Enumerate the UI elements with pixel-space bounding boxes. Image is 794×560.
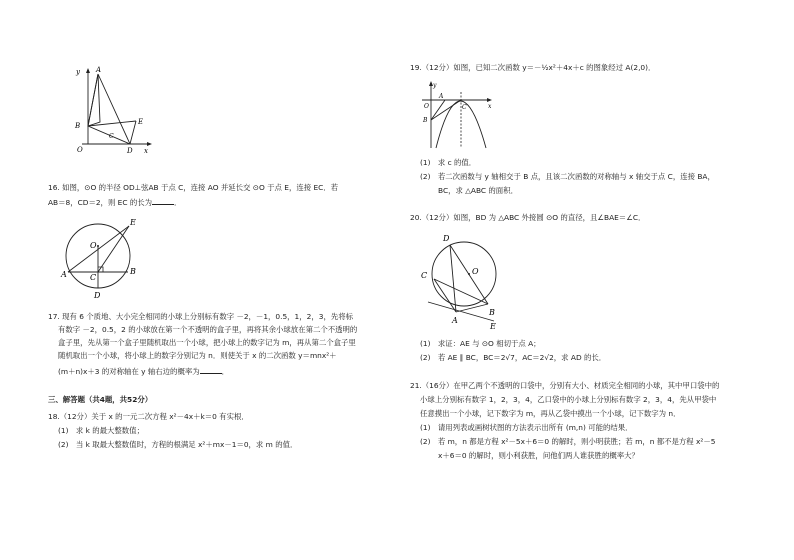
fig19-label-x: x [488,103,492,110]
q16-line2: AB＝8，CD＝2，则 EC 的长为 [48,198,153,207]
parabola-figure-19 [414,78,496,150]
q18-line1: 18.（12分）关于 x 的一元二次方程 x²－4x＋k＝0 有实根． [48,412,249,421]
fig16-label-C: C [90,273,97,282]
fig-top-label-B: B [75,122,81,130]
q17-line5-wrap [58,365,229,377]
fig-top-label-E: E [138,118,144,126]
q17-line2: 有数字 －2，0.5，2 的小球放在第一个不透明的盒子里，再将其余小球放在第二个不透明的 [58,325,358,334]
q16-line2-wrap [48,196,181,208]
fig20-label-D: D [443,234,450,243]
fig-top-label-A: A [96,66,102,74]
coordinate-figure-top [72,62,154,154]
q20-sub1: (1) 求证：AE 与 ⊙O 相切于点 A； [420,339,541,348]
circle-figure-16 [60,212,152,300]
q16-line1: 16. 如图，⊙O 的半径 OD⊥弦AB 于点 C，连接 AO 并延长交 ⊙O 于点 E，连接 EC．若 [48,183,339,192]
fig19-label-y: y [433,82,437,89]
fig19-label-A: A [439,93,444,100]
q16-answer-blank [152,196,174,205]
q17-line5: (m＋n)x＋3 的对称轴在 y 轴右边的概率为 [58,367,200,376]
fig19-label-O: O [424,103,429,110]
q21-sub1: (1) 请用列表或画树状图的方法表示出所有 (m,n) 可能的结果． [420,423,633,432]
section-3-heading: 三、解答题（共4题，共52分） [48,395,153,404]
q19-sub2a: (2) 若二次函数与 y 轴相交于 B 点，且该二次函数的对称轴与 x 轴交于点 C，连接 BA， [420,172,715,181]
q17-tail: ． [221,367,230,376]
fig19-label-C: C [462,104,467,111]
q20-sub2: (2) 若 AE ∥ BC，BC＝2√7，AC＝2√2，求 AD 的长． [420,353,607,362]
q19-sub1: (1) 求 c 的值． [420,158,477,167]
fig-top-label-x: x [144,147,148,154]
q18-sub1: (1) 求 k 的最大整数值； [58,426,144,435]
q19-sub2b: BC，求 △ABC 的面积． [438,186,518,195]
fig16-label-E: E [130,218,136,227]
q17-line1: 17. 现有 6 个质地、大小完全相同的小球上分别标有数字 －2，－1，0.5，1，2，3，先将标 [48,312,354,321]
fig-top-label-C: C [109,133,114,140]
fig16-label-O: O [90,241,97,250]
fig20-label-C: C [421,271,428,280]
fig19-label-B: B [423,117,428,124]
q20-line1: 20.（12分）如图，BD 为 △ABC 外接圆 ⊙O 的直径，且∠BAE＝∠C． [410,213,646,222]
fig-top-label-y: y [76,68,80,76]
q21-line2: 小球上分别标有数字 1，2，3，4，乙口袋中的小球上分别标有数字 2，3，4，先从甲袋中 [420,395,717,404]
circle-figure-20 [416,228,512,332]
q18-sub2: (2) 当 k 取最大整数值时，方程的根满足 x²＋mx－1＝0，求 m 的值． [58,440,298,449]
q21-sub2b: x＋6＝0 的解时，则小利获胜，问他们两人谁获胜的概率大？ [438,451,639,460]
fig16-label-D: D [94,291,101,300]
q21-sub2a: (2) 若 m，n 都是方程 x²－5x＋6＝0 的解时，则小明获胜；若 m，n 都不是方程 x²－5 [420,437,716,446]
q17-line4: 随机取出一个小球，将小球上的数字分别记为 n．则使关于 x 的二次函数 y＝mnx²＋ [58,351,337,360]
q19-line1: 19.（12分）如图，已知二次函数 y＝－½x²＋4x＋c 的图象经过 A(2,0)． [410,63,656,72]
fig20-label-E: E [490,322,496,331]
fig20-label-A: A [452,316,458,325]
q21-line1: 21.（16分）在甲乙两个不透明的口袋中，分别有大小、材质完全相同的小球，其中甲口袋中的 [410,381,720,390]
fig16-label-B: B [130,267,136,276]
q21-line3: 任意摸出一个小球，记下数字为 m，再从乙袋中摸出一个小球，记下数字为 n． [420,409,681,418]
q16-tail: ． [174,198,182,207]
fig20-label-B: B [489,308,495,317]
q17-line3: 盒子里，先从第一个盒子里随机取出一个小球，把小球上的数字记为 m，再从第二个盒子里 [58,338,356,347]
fig20-label-O: O [472,267,479,276]
fig-top-label-O: O [77,146,83,154]
q17-answer-blank [200,365,222,374]
fig16-label-A: A [61,270,67,279]
fig-top-label-D: D [127,147,133,154]
